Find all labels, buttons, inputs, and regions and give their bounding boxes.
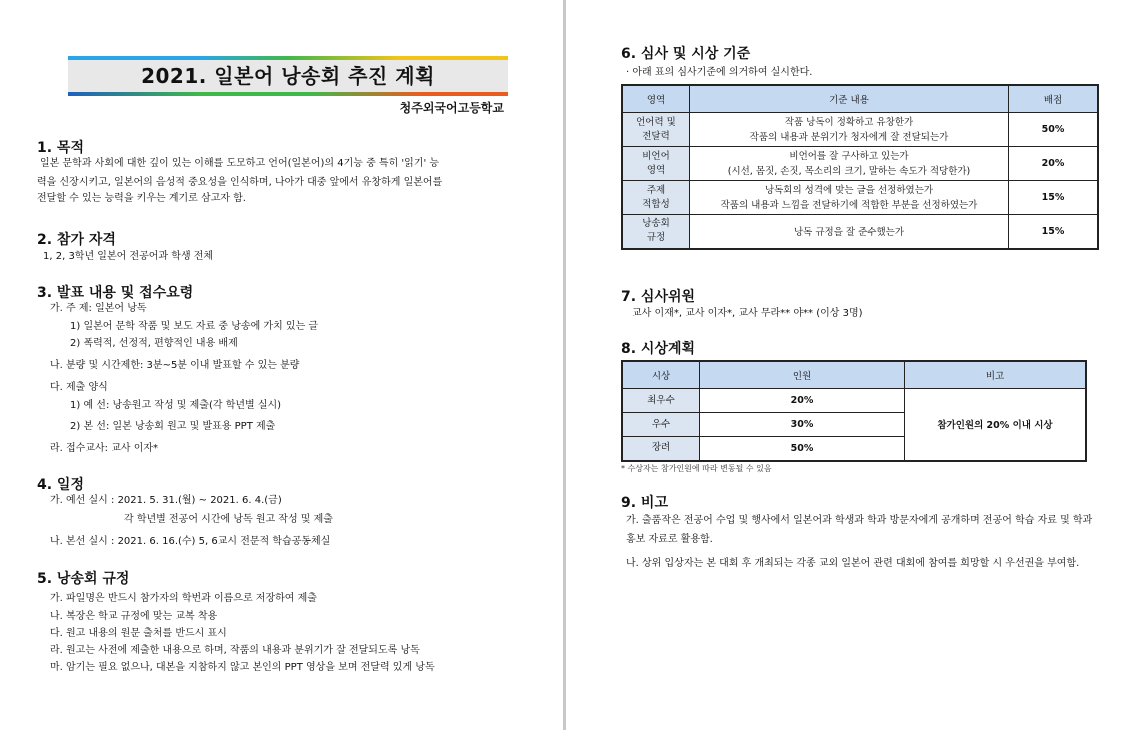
content-line: 작품의 내용과 분위기가 청자에게 잘 전달되는가 [749, 131, 949, 143]
table-row [622, 113, 1098, 147]
awards-note: * 수상자는 참가인원에 따라 변동될 수 있음 [621, 464, 772, 473]
section-3-item-a1: 1) 일본어 문학 작품 및 보도 자료 중 낭송에 가치 있는 글 [70, 321, 319, 332]
award-name: 장려 [622, 437, 700, 461]
table-row [622, 389, 1086, 413]
criteria-score: 50% [1009, 113, 1099, 147]
criteria-score: 20% [1009, 147, 1099, 181]
section-5-item: 다. 원고 내용의 원문 출처를 반드시 표시 [50, 628, 227, 639]
section-4-item-a: 가. 예선 실시 : 2021. 5. 31.(월) ~ 2021. 6. 4.(금) [50, 495, 282, 506]
table-header: 배점 [1009, 85, 1099, 113]
section-2-heading: 2. 참가 자격 [37, 232, 116, 248]
category-line: 규정 [646, 232, 666, 244]
section-9-item-b: 나. 상위 입상자는 본 대회 후 개최되는 각종 교외 일본어 관련 대회에 참여를 희망할 시 우선권을 부여함. [626, 558, 1080, 569]
section-5-item: 나. 복장은 학교 규정에 맞는 교복 착용 [50, 611, 218, 622]
table-row [622, 181, 1098, 215]
section-1-line-1: 일본 문학과 사회에 대한 깊이 있는 이해를 도모하고 언어(일본어)의 4기능 중 특히 '읽기' 능 [40, 158, 440, 169]
right-page [568, 0, 1122, 730]
criteria-score: 15% [1009, 181, 1099, 215]
page-divider [563, 0, 566, 730]
section-5-item: 마. 암기는 필요 없으나, 대본을 지참하지 않고 본인의 PPT 영상을 보며 전달력 있게 낭독 [50, 662, 435, 673]
content-line: (시선, 몸짓, 손짓, 목소리의 크기, 말하는 속도가 적당한가) [727, 165, 971, 177]
section-3-item-c1: 1) 예 선: 낭송원고 작성 및 제출(각 학년별 실시) [70, 400, 282, 411]
content-line: 작품 낭독이 정확하고 유창한가 [784, 116, 914, 128]
award-remark: 참가인원의 20% 이내 시상 [905, 389, 1087, 461]
section-5-item: 라. 원고는 사전에 제출한 내용으로 하며, 작품의 내용과 분위기가 잘 전달되도록 낭독 [50, 645, 420, 656]
judging-criteria-table [621, 84, 1099, 250]
section-5-item: 가. 파일명은 반드시 참가자의 학번과 이름으로 저장하여 제출 [50, 593, 317, 604]
section-4-item-a-sub: 각 학년별 전공어 시간에 낭독 원고 작성 및 제출 [124, 514, 333, 525]
criteria-content [690, 181, 1009, 215]
section-3-item-c: 다. 제출 양식 [50, 382, 108, 393]
section-3-item-d: 라. 접수교사: 교사 이자* [50, 443, 159, 454]
criteria-category [622, 113, 690, 147]
category-line: 주제 [646, 184, 666, 196]
section-3-heading: 3. 발표 내용 및 접수요령 [37, 285, 194, 301]
school-name: 청주외국어고등학교 [399, 101, 504, 115]
section-9-item-a: 가. 출품작은 전공어 수업 및 행사에서 일본어과 학생과 학과 방문자에게 공개하며 전공어 학습 자료 및 학과 홍보 자료로 활용함. [626, 515, 1093, 545]
section-3-item-a: 가. 주 제: 일본어 낭독 [50, 303, 147, 314]
section-1-heading: 1. 목적 [37, 140, 84, 156]
section-4-item-b: 나. 본선 실시 : 2021. 6. 16.(수) 5, 6교시 전문적 학습공동체실 [50, 536, 331, 547]
section-4-heading: 4. 일정 [37, 477, 84, 493]
section-3-item-b: 나. 분량 및 시간제한: 3분~5분 이내 발표할 수 있는 분량 [50, 360, 300, 371]
title-box [68, 56, 508, 96]
section-3-item-c2: 2) 본 선: 일본 낭송회 원고 및 발표용 PPT 제출 [70, 421, 276, 432]
award-name: 우수 [622, 413, 700, 437]
title-bar-bottom [68, 92, 508, 96]
table-header: 시상 [622, 361, 700, 389]
content-line: 낭독회의 성격에 맞는 글을 선정하였는가 [764, 184, 934, 196]
table-header: 기준 내용 [690, 85, 1009, 113]
content-line: 비언어를 잘 구사하고 있는가 [789, 150, 909, 162]
section-6-intro: · 아래 표의 심사기준에 의거하여 실시한다. [626, 67, 813, 78]
criteria-score: 15% [1009, 215, 1099, 249]
table-header: 영역 [622, 85, 690, 113]
section-2-text: 1, 2, 3학년 일본어 전공어과 학생 전체 [43, 251, 214, 262]
section-1-line-3: 전달할 수 있는 능력을 키우는 계기로 삼고자 함. [37, 193, 246, 204]
criteria-content [690, 113, 1009, 147]
award-count: 30% [700, 413, 905, 437]
award-name: 최우수 [622, 389, 700, 413]
table-row [622, 215, 1098, 249]
awards-table [621, 360, 1087, 462]
table-header-row [622, 361, 1086, 389]
section-6-heading: 6. 심사 및 시상 기준 [621, 46, 751, 62]
section-1-line-2: 력을 신장시키고, 일본어의 음성적 중요성을 인식하며, 나아가 대중 앞에서 유창하게 일본어를 [37, 177, 443, 188]
criteria-content: 낭독 규정을 잘 준수했는가 [690, 215, 1009, 249]
award-count: 50% [700, 437, 905, 461]
content-line: 작품의 내용과 느낌을 전달하기에 적합한 부분을 선정하였는가 [720, 199, 978, 211]
section-7-text: 교사 이재*, 교사 이자*, 교사 무라** 야** (이상 3명) [632, 308, 863, 319]
criteria-category [622, 147, 690, 181]
section-7-heading: 7. 심사위원 [621, 289, 696, 305]
criteria-category [622, 215, 690, 249]
table-header-row [622, 85, 1098, 113]
award-count: 20% [700, 389, 905, 413]
section-9-heading: 9. 비고 [621, 495, 668, 511]
section-3-item-a2: 2) 폭력적, 선정적, 편향적인 내용 배제 [70, 338, 238, 349]
category-line: 전달력 [642, 130, 670, 142]
section-5-heading: 5. 낭송회 규정 [37, 571, 130, 587]
table-header: 인원 [700, 361, 905, 389]
criteria-category [622, 181, 690, 215]
category-line: 비언어 [642, 150, 670, 162]
category-line: 언어력 및 [636, 116, 676, 128]
category-line: 낭송회 [642, 218, 670, 230]
criteria-content [690, 147, 1009, 181]
section-8-heading: 8. 시상계획 [621, 341, 696, 357]
category-line: 적합성 [642, 198, 670, 210]
table-header: 비고 [905, 361, 1087, 389]
category-line: 영역 [646, 164, 666, 176]
table-row [622, 147, 1098, 181]
document-title: 2021. 일본어 낭송회 추진 계획 [68, 60, 508, 92]
